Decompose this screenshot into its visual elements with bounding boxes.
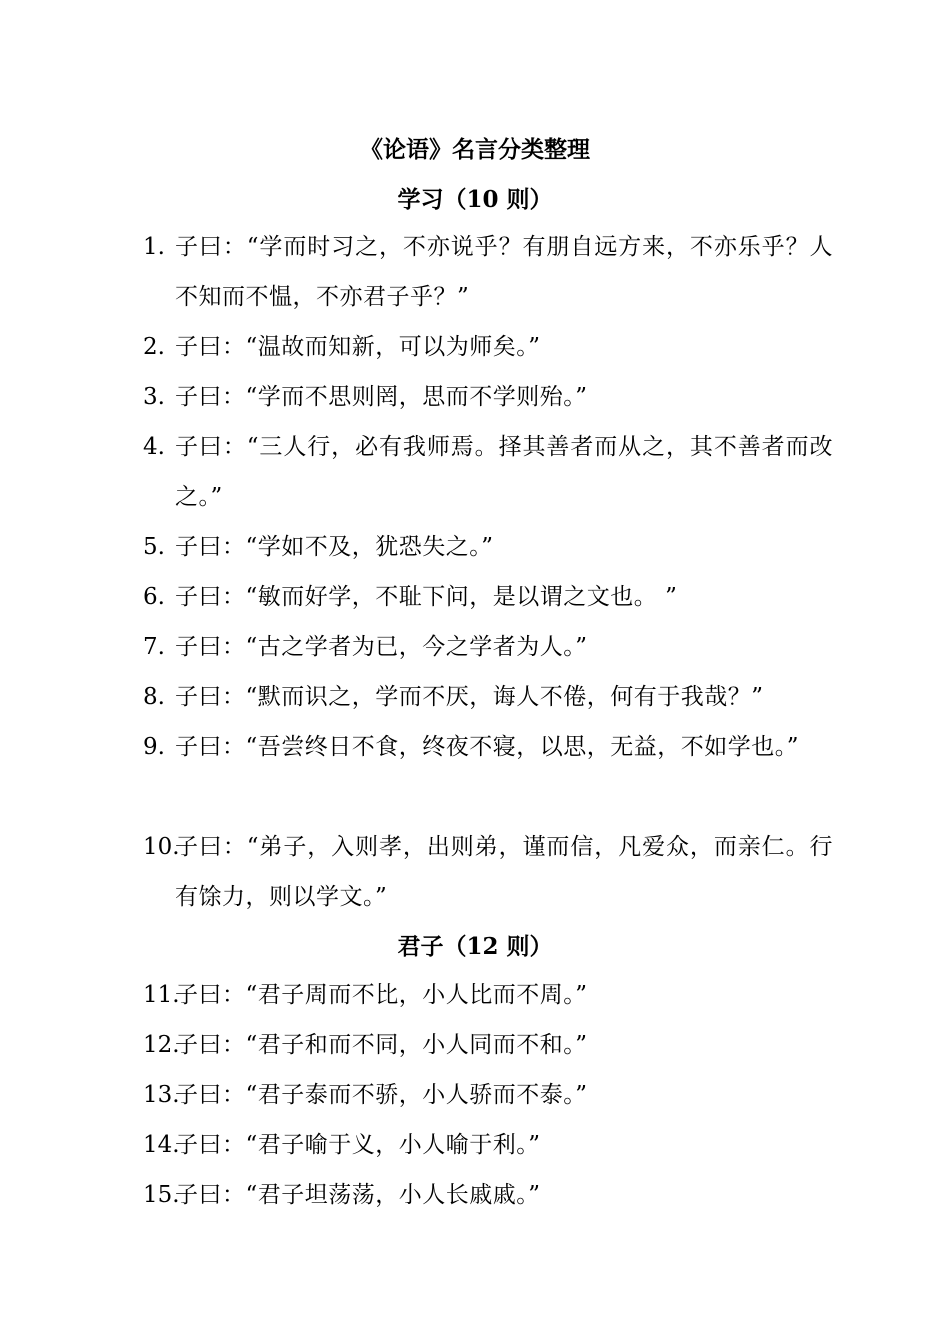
quote-text: 子曰：“学如不及，犹恐失之。” (175, 534, 494, 560)
quote-number: 12. (143, 1032, 180, 1058)
quote-text: 子曰：“弟子，入则孝，出则弟，谨而信，凡爱众，而亲仁。行有馀力，则以学文。” (175, 834, 833, 910)
quote-item (143, 1070, 833, 1120)
quote-text: 子曰：“学而时习之，不亦说乎？有朋自远方来，不亦乐乎？人不知而不愠，不亦君子乎？” (175, 234, 833, 310)
quote-number: 1. (143, 234, 165, 260)
quote-item (143, 722, 833, 772)
quote-item (143, 672, 833, 722)
quote-text: 子曰：“默而识之，学而不厌，诲人不倦，何有于我哉？” (175, 684, 764, 710)
quote-number: 13. (143, 1082, 180, 1108)
quote-item (143, 1170, 833, 1220)
quote-text: 子曰：“吾尝终日不食，终夜不寝，以思，无益，不如学也。” (175, 734, 800, 760)
quote-text: 子曰：“君子周而不比，小人比而不周。” (175, 982, 588, 1008)
quote-text: 子曰：“君子和而不同，小人同而不和。” (175, 1032, 588, 1058)
quote-item (143, 522, 833, 572)
quote-number: 8. (143, 684, 165, 710)
quote-text: 子曰：“温故而知新，可以为师矣。” (175, 334, 541, 360)
quote-text: 子曰：“古之学者为已，今之学者为人。” (175, 634, 588, 660)
quote-number: 4. (143, 434, 165, 460)
quote-number: 14. (143, 1132, 180, 1158)
quote-item (143, 1120, 833, 1170)
quote-number: 15. (143, 1182, 180, 1208)
section-heading-junzi: 君子（12 则） (397, 933, 553, 960)
quote-number: 9. (143, 734, 165, 760)
quote-text: 子曰：“三人行，必有我师焉。择其善者而从之，其不善者而改之。” (175, 434, 833, 510)
quote-number: 6. (143, 584, 165, 610)
document-title: 《论语》名言分类整理 (360, 136, 590, 163)
section-heading-study: 学习（10 则） (397, 186, 553, 213)
quote-item (143, 822, 833, 922)
quote-item (143, 222, 833, 322)
quote-item (143, 622, 833, 672)
quote-text: 子曰：“敏而好学，不耻下问，是以谓之文也。 ” (175, 584, 678, 610)
quote-item (143, 970, 833, 1020)
quote-text: 子曰：“君子泰而不骄，小人骄而不泰。” (175, 1082, 588, 1108)
quote-number: 11. (143, 982, 180, 1008)
quote-number: 3. (143, 384, 165, 410)
quote-number: 2. (143, 334, 165, 360)
quote-text: 子曰：“学而不思则罔，思而不学则殆。” (175, 384, 588, 410)
quote-item (143, 422, 833, 522)
quote-item (143, 372, 833, 422)
quote-text: 子曰：“君子坦荡荡，小人长戚戚。” (175, 1182, 541, 1208)
quote-item (143, 1020, 833, 1070)
quote-item (143, 572, 833, 622)
quote-number: 10. (143, 834, 180, 860)
quote-text: 子曰：“君子喻于义，小人喻于利。” (175, 1132, 541, 1158)
quote-number: 7. (143, 634, 165, 660)
quote-number: 5. (143, 534, 165, 560)
quote-item (143, 322, 833, 372)
